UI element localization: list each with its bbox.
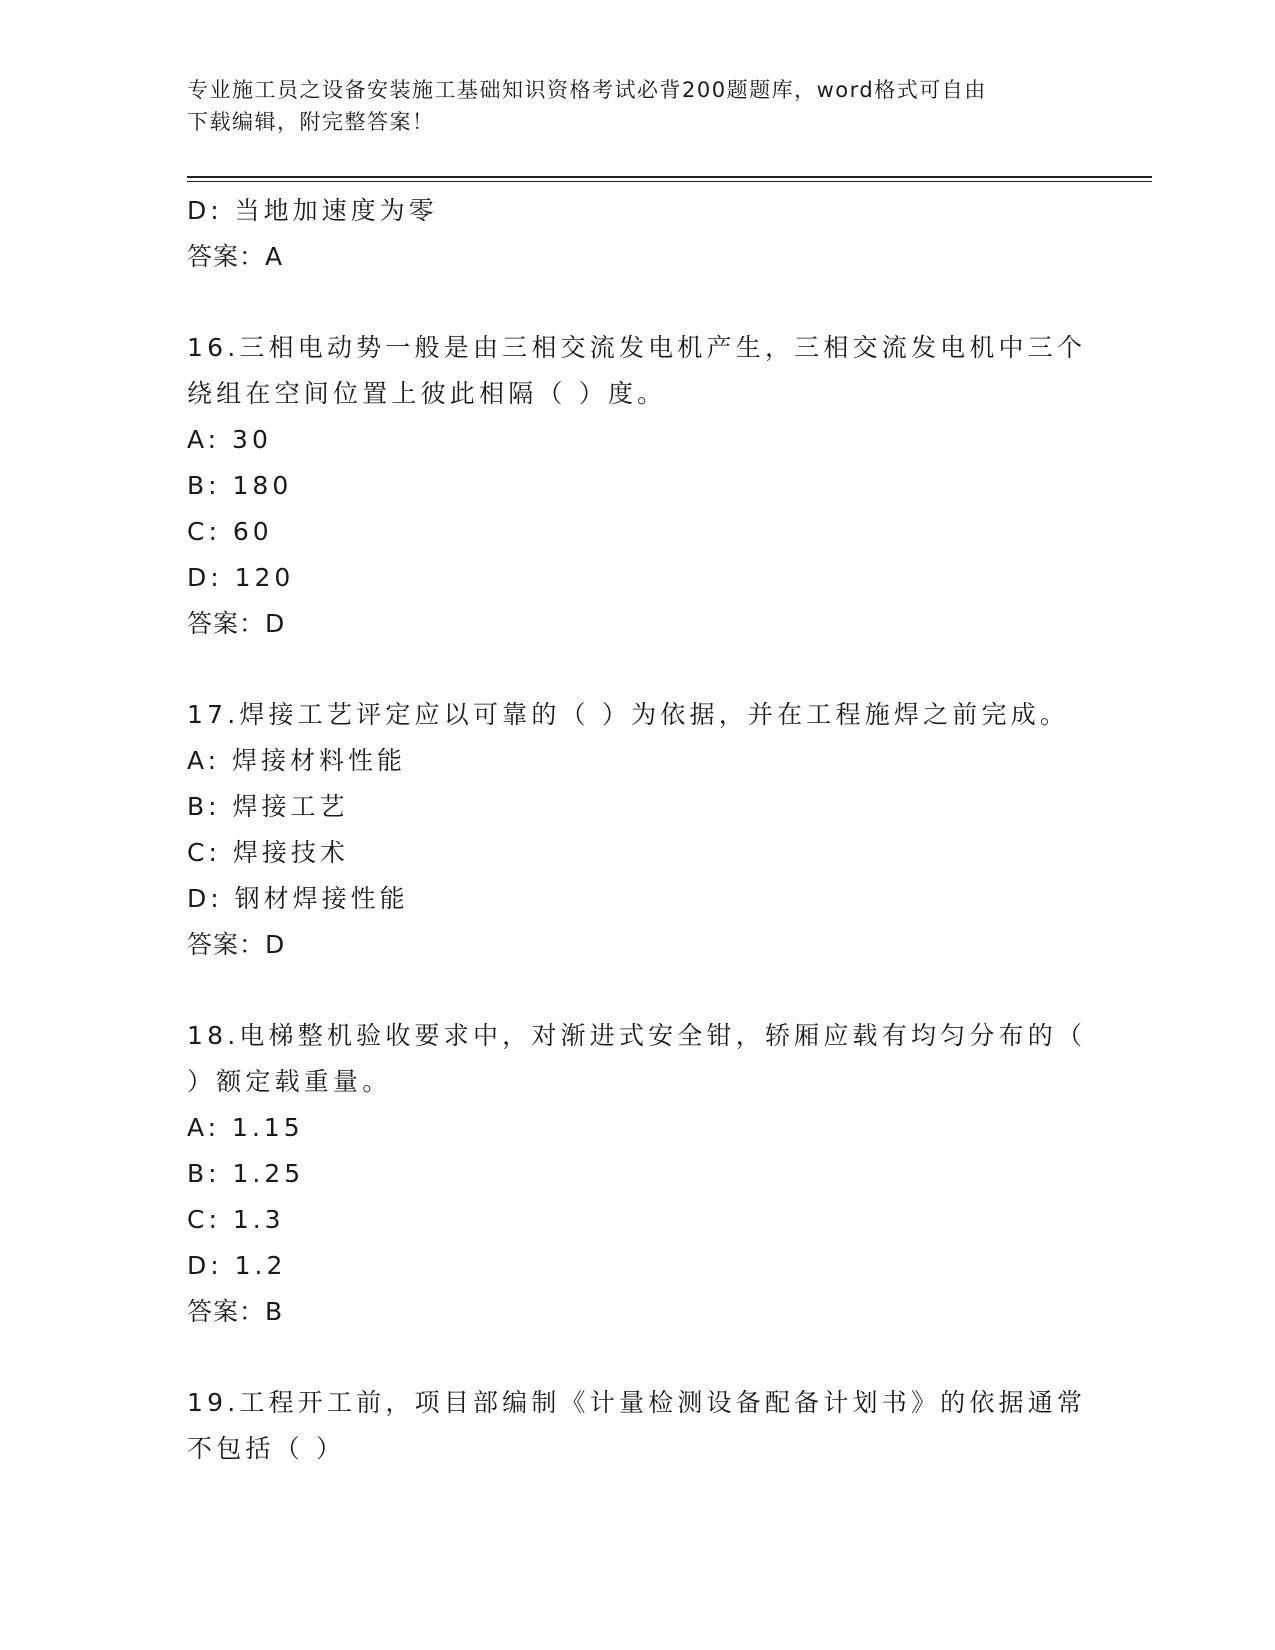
option-c: C: 60 — [187, 517, 273, 546]
spacer — [187, 968, 1087, 1013]
option-d: D: 1.2 — [187, 1251, 287, 1280]
spacer — [187, 280, 1087, 325]
header-divider-thin — [187, 181, 1152, 182]
question-stem-line: 绕组在空间位置上彼此相隔（ ）度。 — [187, 379, 667, 408]
header-line-1: 专业施工员之设备安装施工基础知识资格考试必背200题题库，word格式可自由 — [187, 78, 987, 102]
answer-line: 答案：D — [187, 930, 286, 959]
option-b: B: 焊接工艺 — [187, 792, 349, 821]
question-stem-line: 16.三相电动势一般是由三相交流发电机产生，三相交流发电机中三个 — [187, 333, 1087, 362]
question-list — [187, 188, 1087, 1472]
question-17 — [187, 692, 1087, 968]
option-d: D: 当地加速度为零 — [187, 196, 438, 225]
option-c: C: 焊接技术 — [187, 838, 349, 867]
header-line-2: 下载编辑，附完整答案！ — [187, 110, 435, 134]
spacer — [187, 647, 1087, 692]
option-c: C: 1.3 — [187, 1205, 285, 1234]
answer-line: 答案：D — [187, 609, 286, 638]
question-16 — [187, 325, 1087, 647]
question-stem-line: 18.电梯整机验收要求中，对渐进式安全钳，轿厢应载有均匀分布的（ — [187, 1021, 1087, 1050]
option-d: D: 钢材焊接性能 — [187, 884, 409, 913]
answer-line: 答案：B — [187, 1297, 284, 1326]
answer-line: 答案：A — [187, 242, 284, 271]
question-stem-line: 19.工程开工前，项目部编制《计量检测设备配备计划书》的依据通常 — [187, 1388, 1087, 1417]
option-d: D: 120 — [187, 563, 295, 592]
spacer — [187, 1335, 1087, 1380]
option-a: A: 30 — [187, 425, 272, 454]
question-stem-line: ）额定载重量。 — [187, 1067, 392, 1096]
question-18 — [187, 1013, 1087, 1335]
question-stem-line: 不包括（ ） — [187, 1434, 346, 1463]
option-a: A: 1.15 — [187, 1113, 304, 1142]
question-stem-line: 17.焊接工艺评定应以可靠的（ ）为依据，并在工程施焊之前完成。 — [187, 700, 1070, 729]
header-divider-thick — [187, 176, 1152, 178]
document-header — [187, 74, 1067, 138]
option-b: B: 180 — [187, 471, 293, 500]
option-a: A: 焊接材料性能 — [187, 746, 407, 775]
question-19 — [187, 1380, 1087, 1472]
option-b: B: 1.25 — [187, 1159, 305, 1188]
